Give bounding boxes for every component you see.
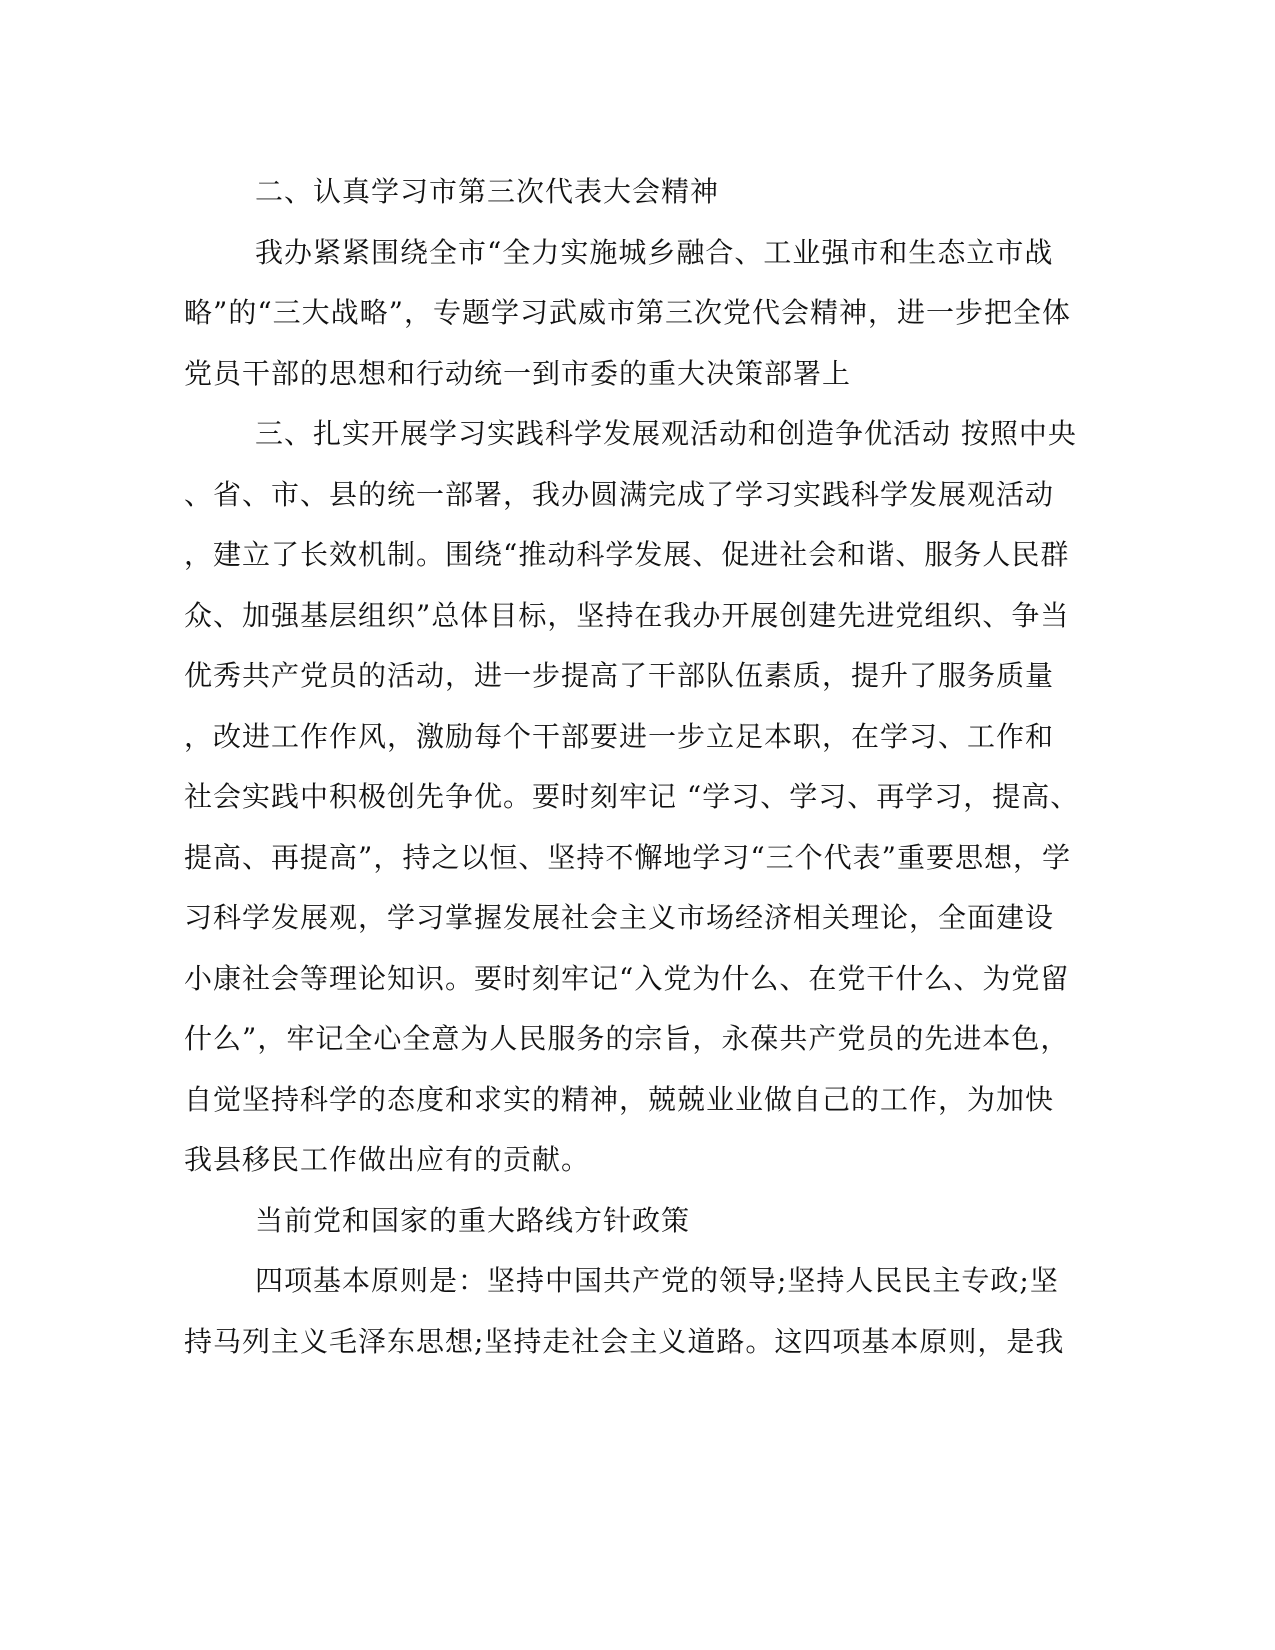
paragraph-line: 社会实践中积极创先争优。要时刻牢记 “学习、学习、再学习，提高、 — [184, 780, 1080, 813]
paragraph-line: 习科学发展观，学习掌握发展社会主义市场经济相关理论，全面建设 — [184, 901, 1055, 934]
section-heading-3: 三、扎实开展学习实践科学发展观活动和创造争优活动 按照中央 — [255, 417, 1077, 450]
paragraph-line: ，建立了长效机制。围绕“推动科学发展、促进社会和谐、服务人民群 — [184, 538, 1070, 571]
paragraph-line: 小康社会等理论知识。要时刻牢记“入党为什么、在党干什么、为党留 — [184, 961, 1070, 995]
paragraph-line: ，改进工作作风，激励每个干部要进一步立足本职，在学习、工作和 — [184, 719, 1055, 753]
paragraph-line: 、省、市、县的统一部署，我办圆满完成了学习实践科学发展观活动 — [184, 477, 1055, 511]
paragraph-line: 略”的“三大战略”，专题学习武威市第三次党代会精神，进一步把全体 — [184, 296, 1071, 329]
paragraph-line: 优秀共产党员的活动，进一步提高了干部队伍素质，提升了服务质量 — [184, 659, 1055, 692]
paragraph-line: 党员干部的思想和行动统一到市委的重大决策部署上 — [184, 356, 852, 390]
paragraph-line: 自觉坚持科学的态度和求实的精神，兢兢业业做自己的工作，为加快 — [184, 1082, 1055, 1116]
paragraph-line: 什么”，牢记全心全意为人民服务的宗旨，永葆共产党员的先进本色， — [184, 1022, 1070, 1055]
paragraph-line: 我办紧紧围绕全市“全力实施城乡融合、工业强市和生态立市战 — [255, 235, 1054, 269]
section-title-policy: 当前党和国家的重大路线方针政策 — [255, 1203, 691, 1237]
paragraph-line: 众、加强基层组织”总体目标，坚持在我办开展创建先进党组织、争当 — [184, 598, 1070, 632]
paragraph-line: 持马列主义毛泽东思想;坚持走社会主义道路。这四项基本原则，是我 — [184, 1324, 1065, 1358]
section-heading-2: 二、认真学习市第三次代表大会精神 — [255, 175, 720, 208]
paragraph-line: 四项基本原则是：坚持中国共产党的领导;坚持人民民主专政;坚 — [255, 1264, 1059, 1297]
paragraph-line: 提高、再提高”，持之以恒、坚持不懈地学习“三个代表”重要思想，学 — [184, 840, 1071, 874]
body-text — [184, 162, 1080, 1372]
paragraph-line: 我县移民工作做出应有的贡献。 — [184, 1143, 591, 1176]
